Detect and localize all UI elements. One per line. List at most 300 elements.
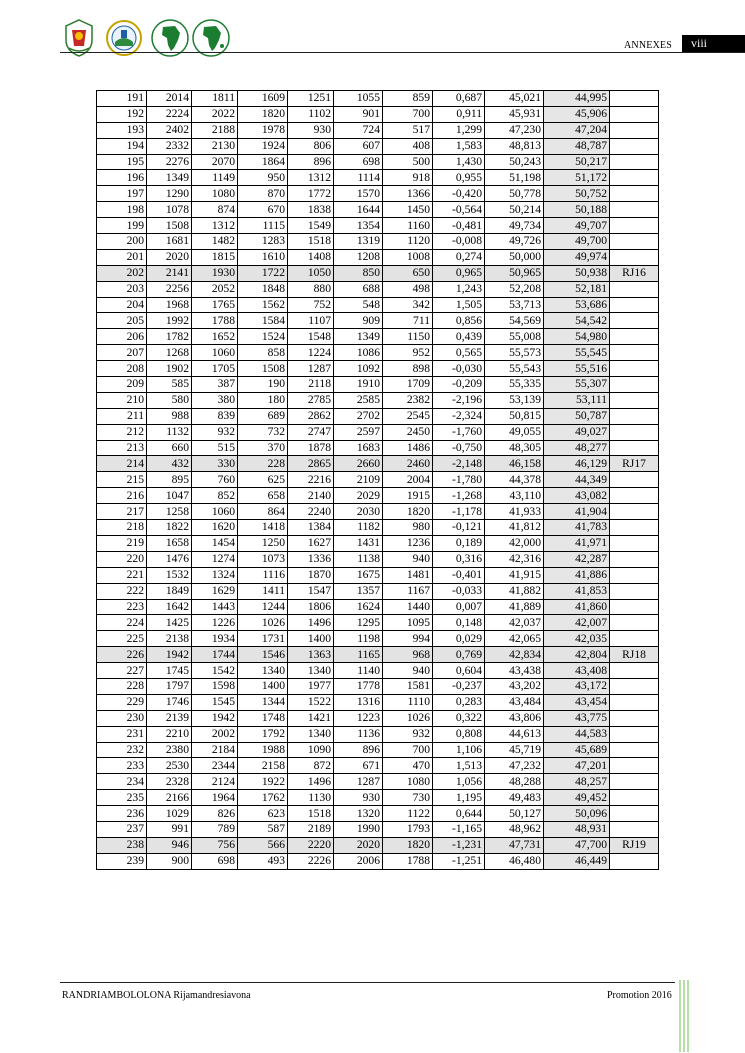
table-cell: RJ16 (610, 265, 659, 281)
table-cell: 895 (147, 472, 192, 488)
footer-decoration (678, 980, 692, 1052)
table-cell: 980 (383, 520, 433, 536)
table-cell: 625 (238, 472, 288, 488)
table-cell: 46,129 (544, 456, 610, 472)
table-cell: 2130 (192, 138, 238, 154)
table-cell: 228 (97, 678, 147, 694)
table-cell: 2166 (147, 790, 192, 806)
table-cell: 874 (192, 202, 238, 218)
table-cell: 1788 (192, 313, 238, 329)
table-cell: 44,613 (485, 726, 544, 742)
table-cell: 50,938 (544, 265, 610, 281)
table-cell: 47,230 (485, 122, 544, 138)
table-cell: 1942 (192, 710, 238, 726)
table-cell: 900 (147, 853, 192, 869)
table-cell (610, 583, 659, 599)
table-cell: 55,543 (485, 361, 544, 377)
table-cell: 952 (383, 345, 433, 361)
table-cell: 1073 (238, 551, 288, 567)
table-cell: 198 (97, 202, 147, 218)
table-cell: 0,283 (433, 694, 485, 710)
table-cell: 1450 (383, 202, 433, 218)
table-cell: 2865 (288, 456, 334, 472)
table-cell (610, 154, 659, 170)
table-cell: 49,700 (544, 234, 610, 250)
table-cell (610, 774, 659, 790)
table-cell: 752 (288, 297, 334, 313)
table-cell: 623 (238, 806, 288, 822)
table-cell (610, 297, 659, 313)
table-cell: -0,481 (433, 218, 485, 234)
table-cell: 2460 (383, 456, 433, 472)
table-cell: 204 (97, 297, 147, 313)
table-cell: RJ19 (610, 837, 659, 853)
table-cell: 48,813 (485, 138, 544, 154)
table-cell: 387 (192, 377, 238, 393)
table-cell: 1080 (383, 774, 433, 790)
table-cell: 49,734 (485, 218, 544, 234)
table-cell: 1418 (238, 520, 288, 536)
table-cell: 1878 (288, 440, 334, 456)
table-cell: 43,408 (544, 663, 610, 679)
table-row (97, 599, 659, 615)
footer-author: RANDRIAMBOLOLONA Rijamandresiavona (62, 990, 251, 1001)
table-cell: 2380 (147, 742, 192, 758)
table-cell: 1522 (288, 694, 334, 710)
table-cell: 206 (97, 329, 147, 345)
table-cell: 1400 (238, 678, 288, 694)
table-row (97, 313, 659, 329)
table-cell: 2030 (334, 504, 383, 520)
table-cell: 946 (147, 837, 192, 853)
table-cell (610, 186, 659, 202)
table-cell: 2747 (288, 424, 334, 440)
table-cell: 54,542 (544, 313, 610, 329)
table-cell: 55,335 (485, 377, 544, 393)
section-label: ANNEXES (624, 40, 673, 51)
table-cell: 1,430 (433, 154, 485, 170)
table-cell (610, 790, 659, 806)
table-cell: 1,513 (433, 758, 485, 774)
table-cell: 880 (288, 281, 334, 297)
table-row (97, 440, 659, 456)
table-row (97, 726, 659, 742)
table-cell: 1782 (147, 329, 192, 345)
table-cell: 220 (97, 551, 147, 567)
table-cell: 1060 (192, 345, 238, 361)
table-cell: 50,188 (544, 202, 610, 218)
table-row (97, 504, 659, 520)
table-cell: 0,604 (433, 663, 485, 679)
table-cell (610, 535, 659, 551)
table-cell: 232 (97, 742, 147, 758)
table-cell: 46,480 (485, 853, 544, 869)
table-cell: 50,243 (485, 154, 544, 170)
table-row (97, 218, 659, 234)
table-cell: 55,008 (485, 329, 544, 345)
table-cell: 44,995 (544, 91, 610, 107)
table-cell: 789 (192, 821, 238, 837)
table-cell: 237 (97, 821, 147, 837)
table-cell: 1340 (288, 726, 334, 742)
table-row (97, 853, 659, 869)
table-cell: 224 (97, 615, 147, 631)
table-cell: 50,787 (544, 408, 610, 424)
table-cell: 42,007 (544, 615, 610, 631)
table-cell: 1283 (238, 234, 288, 250)
table-row (97, 710, 659, 726)
table-cell: 2545 (383, 408, 433, 424)
table-cell: 1644 (334, 202, 383, 218)
table-cell: 1250 (238, 535, 288, 551)
table-cell: 1090 (288, 742, 334, 758)
table-cell: 48,962 (485, 821, 544, 837)
table-cell: 1744 (192, 647, 238, 663)
data-table-body (97, 91, 659, 870)
table-cell: 1138 (334, 551, 383, 567)
table-cell: 46,449 (544, 853, 610, 869)
table-cell: 498 (383, 281, 433, 297)
table-cell: 0,322 (433, 710, 485, 726)
table-cell: 1820 (383, 837, 433, 853)
table-cell: 1902 (147, 361, 192, 377)
table-cell (610, 440, 659, 456)
table-cell: 202 (97, 265, 147, 281)
table-cell: 45,906 (544, 106, 610, 122)
table-cell: 1431 (334, 535, 383, 551)
table-cell: 1,106 (433, 742, 485, 758)
table-cell: 48,787 (544, 138, 610, 154)
table-cell: 2344 (192, 758, 238, 774)
table-cell (610, 377, 659, 393)
table-cell: 51,198 (485, 170, 544, 186)
table-cell: 238 (97, 837, 147, 853)
table-cell: 41,812 (485, 520, 544, 536)
table-cell: 607 (334, 138, 383, 154)
table-cell: -0,033 (433, 583, 485, 599)
table-cell: -0,750 (433, 440, 485, 456)
table-cell: 1924 (238, 138, 288, 154)
table-cell: 49,483 (485, 790, 544, 806)
table-cell: 43,082 (544, 488, 610, 504)
table-cell: 548 (334, 297, 383, 313)
table-cell: 51,172 (544, 170, 610, 186)
table-row (97, 345, 659, 361)
table-cell: 44,378 (485, 472, 544, 488)
table-row (97, 297, 659, 313)
table-cell: 2070 (192, 154, 238, 170)
table-cell: 756 (192, 837, 238, 853)
table-row (97, 647, 659, 663)
table-row (97, 265, 659, 281)
table-cell: 852 (192, 488, 238, 504)
table-cell: 2020 (334, 837, 383, 853)
table-cell (610, 472, 659, 488)
table-cell: 213 (97, 440, 147, 456)
table-cell: 50,214 (485, 202, 544, 218)
table-row (97, 837, 659, 853)
table-cell: 0,274 (433, 249, 485, 265)
table-cell: 1384 (288, 520, 334, 536)
table-cell (610, 202, 659, 218)
table-cell: 896 (334, 742, 383, 758)
table-cell: 2597 (334, 424, 383, 440)
table-cell: 1047 (147, 488, 192, 504)
table-cell: 1745 (147, 663, 192, 679)
table-row (97, 249, 659, 265)
table-cell: -1,780 (433, 472, 485, 488)
table-cell: 1092 (334, 361, 383, 377)
table-cell: 43,172 (544, 678, 610, 694)
table-cell (610, 631, 659, 647)
table-cell: 1055 (334, 91, 383, 107)
table-cell: 1746 (147, 694, 192, 710)
table-cell (610, 853, 659, 869)
table-cell: 1811 (192, 91, 238, 107)
table-cell (610, 663, 659, 679)
table-cell: 231 (97, 726, 147, 742)
table-row (97, 758, 659, 774)
header-rule (60, 52, 745, 53)
table-cell: 200 (97, 234, 147, 250)
table-cell: 42,316 (485, 551, 544, 567)
table-cell: 380 (192, 392, 238, 408)
table-cell: 2226 (288, 853, 334, 869)
table-cell: 1581 (383, 678, 433, 694)
table-cell: 41,860 (544, 599, 610, 615)
table-cell: 53,111 (544, 392, 610, 408)
table-cell: 2014 (147, 91, 192, 107)
table-cell: -1,760 (433, 424, 485, 440)
table-cell: 50,965 (485, 265, 544, 281)
table-cell: 2216 (288, 472, 334, 488)
table-cell: 1496 (288, 615, 334, 631)
table-cell: 1095 (383, 615, 433, 631)
table-cell: 50,752 (544, 186, 610, 202)
table-cell (610, 678, 659, 694)
table-cell: 1198 (334, 631, 383, 647)
table-row (97, 790, 659, 806)
table-cell: 55,545 (544, 345, 610, 361)
table-cell: 2140 (288, 488, 334, 504)
table-cell: 1408 (288, 249, 334, 265)
table-cell: 968 (383, 647, 433, 663)
table-cell: 2224 (147, 106, 192, 122)
table-cell: 49,027 (544, 424, 610, 440)
table-cell: 1,195 (433, 790, 485, 806)
table-cell: 1363 (288, 647, 334, 663)
table-cell: 711 (383, 313, 433, 329)
table-cell: 1915 (383, 488, 433, 504)
table-cell: 180 (238, 392, 288, 408)
table-cell: 1110 (383, 694, 433, 710)
table-cell: 839 (192, 408, 238, 424)
table-cell: 1312 (192, 218, 238, 234)
table-cell: 1182 (334, 520, 383, 536)
table-cell: 1287 (288, 361, 334, 377)
table-cell: 1244 (238, 599, 288, 615)
table-cell: -0,008 (433, 234, 485, 250)
table-cell: 1609 (238, 91, 288, 107)
table-cell: 1,243 (433, 281, 485, 297)
table-cell: 566 (238, 837, 288, 853)
table-cell: 700 (383, 742, 433, 758)
table-cell: 50,096 (544, 806, 610, 822)
table-cell: 1050 (288, 265, 334, 281)
table-cell: RJ17 (610, 456, 659, 472)
table-cell: 43,806 (485, 710, 544, 726)
table-cell: 194 (97, 138, 147, 154)
table-cell: 500 (383, 154, 433, 170)
table-cell: 870 (238, 186, 288, 202)
table-cell: 1320 (334, 806, 383, 822)
table-cell: 1547 (288, 583, 334, 599)
table-cell: 660 (147, 440, 192, 456)
table-cell: 41,886 (544, 567, 610, 583)
table-cell: 52,208 (485, 281, 544, 297)
table-row (97, 91, 659, 107)
table-cell: 1705 (192, 361, 238, 377)
table-cell: 1120 (383, 234, 433, 250)
table-cell: 227 (97, 663, 147, 679)
table-cell: 1132 (147, 424, 192, 440)
table-cell: 0,007 (433, 599, 485, 615)
table-cell: 1287 (334, 774, 383, 790)
table-cell: 1443 (192, 599, 238, 615)
table-cell: 760 (192, 472, 238, 488)
table-cell: 1324 (192, 567, 238, 583)
table-cell: 1864 (238, 154, 288, 170)
footer-rule (60, 982, 675, 983)
table-cell: 2862 (288, 408, 334, 424)
table-cell: 44,583 (544, 726, 610, 742)
table-cell: 1026 (383, 710, 433, 726)
table-row (97, 154, 659, 170)
table-cell (610, 122, 659, 138)
table-cell: 1060 (192, 504, 238, 520)
table-cell: 1440 (383, 599, 433, 615)
table-cell: 1336 (288, 551, 334, 567)
table-cell: 47,201 (544, 758, 610, 774)
table-cell (610, 710, 659, 726)
table-cell (610, 392, 659, 408)
table-cell (610, 361, 659, 377)
table-cell: 235 (97, 790, 147, 806)
table-cell (610, 249, 659, 265)
table-cell: 1508 (147, 218, 192, 234)
table-cell: 950 (238, 170, 288, 186)
table-cell: 1476 (147, 551, 192, 567)
table-row (97, 456, 659, 472)
table-cell: 0,965 (433, 265, 485, 281)
table-cell (610, 138, 659, 154)
table-cell: 1421 (288, 710, 334, 726)
table-cell: 1425 (147, 615, 192, 631)
table-row (97, 520, 659, 536)
table-cell: -0,564 (433, 202, 485, 218)
table-cell: 2002 (192, 726, 238, 742)
table-cell (610, 170, 659, 186)
page-number: viii (682, 35, 745, 52)
table-cell: 864 (238, 504, 288, 520)
table-cell: 41,853 (544, 583, 610, 599)
table-cell (610, 234, 659, 250)
table-cell: 688 (334, 281, 383, 297)
table-cell: 2020 (147, 249, 192, 265)
table-cell: -1,178 (433, 504, 485, 520)
table-cell: 1815 (192, 249, 238, 265)
table-cell: -1,165 (433, 821, 485, 837)
table-row (97, 392, 659, 408)
table-cell: 42,035 (544, 631, 610, 647)
table-cell: 1748 (238, 710, 288, 726)
table-cell: 229 (97, 694, 147, 710)
table-cell: 1978 (238, 122, 288, 138)
table-cell: 2332 (147, 138, 192, 154)
table-row (97, 535, 659, 551)
table-cell (610, 742, 659, 758)
data-table (96, 90, 659, 870)
table-cell: 41,882 (485, 583, 544, 599)
table-cell: 585 (147, 377, 192, 393)
table-cell: 724 (334, 122, 383, 138)
table-cell: 49,726 (485, 234, 544, 250)
table-cell: 1765 (192, 297, 238, 313)
table-cell (610, 821, 659, 837)
table-row (97, 424, 659, 440)
table-cell: 0,189 (433, 535, 485, 551)
table-cell: 42,287 (544, 551, 610, 567)
table-cell: 1934 (192, 631, 238, 647)
table-cell (610, 726, 659, 742)
table-cell: 991 (147, 821, 192, 837)
table-cell: -0,209 (433, 377, 485, 393)
table-cell (610, 758, 659, 774)
table-cell: 225 (97, 631, 147, 647)
table-cell: 0,955 (433, 170, 485, 186)
table-cell: 1274 (192, 551, 238, 567)
table-cell: 42,834 (485, 647, 544, 663)
table-cell: -0,030 (433, 361, 485, 377)
table-cell: -0,237 (433, 678, 485, 694)
table-cell: 994 (383, 631, 433, 647)
table-cell: 698 (334, 154, 383, 170)
table-cell: 41,915 (485, 567, 544, 583)
table-cell: -0,121 (433, 520, 485, 536)
table-cell (610, 599, 659, 615)
table-cell: 2328 (147, 774, 192, 790)
table-row (97, 678, 659, 694)
table-cell: 49,452 (544, 790, 610, 806)
table-cell: 48,305 (485, 440, 544, 456)
table-cell: 218 (97, 520, 147, 536)
table-cell: 650 (383, 265, 433, 281)
table-cell: 0,644 (433, 806, 485, 822)
table-row (97, 663, 659, 679)
table-cell: 0,769 (433, 647, 485, 663)
table-cell: 2660 (334, 456, 383, 472)
table-row (97, 488, 659, 504)
table-cell: 0,911 (433, 106, 485, 122)
table-row (97, 329, 659, 345)
table-cell: 53,713 (485, 297, 544, 313)
table-cell: 1930 (192, 265, 238, 281)
table-cell: 2189 (288, 821, 334, 837)
table-cell: 2382 (383, 392, 433, 408)
table-cell: 1122 (383, 806, 433, 822)
table-row (97, 122, 659, 138)
table-cell: 228 (238, 456, 288, 472)
